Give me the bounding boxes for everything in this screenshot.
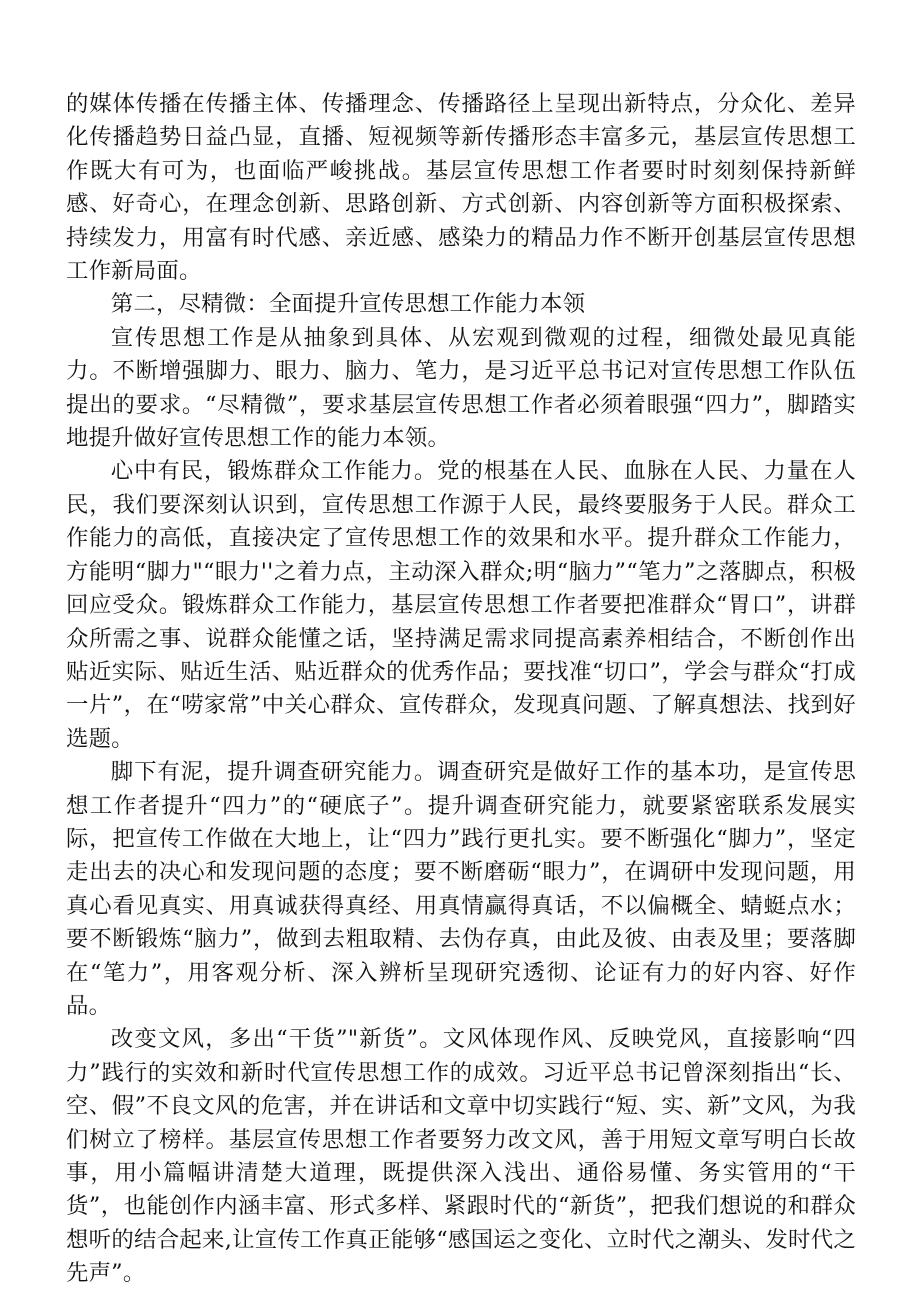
paragraph-continuation: 的媒体传播在传播主体、传播理念、传播路径上呈现出新特点，分众化、差异化传播趋势日益凸显，直播、短视频等新传播形态丰富多元，基层宣传思想工作既大有可为，也面临严峻挑战。基层宣传思想工作者要时时刻刻保持新鲜感、好奇心，在理念创新、思路创新、方式创新、内容创新等方面积极探索、持续发力，用富有时代感、亲近感、感染力的精品力作不断开创基层宣传思想工作新局面。	[66, 91, 856, 285]
paragraph-mass-work: 心中有民，锻炼群众工作能力。党的根基在人民、血脉在人民、力量在人民，我们要深刻认识到，宣传思想工作源于人民，最终要服务于人民。群众工作能力的高低，直接决定了宣传思想工作的效果和水平。提升群众工作能力，方能明“脚力"“眼力''之着力点，主动深入群众;明“脑力”“笔力”之落脚点，积极回应受众。锻炼群众工作能力，基层宣传思想工作者要把准群众“胃口”，讲群众所需之事、说群众能懂之话，坚持满足需求同提高素养相结合，不断创作出贴近实际、贴近生活、贴近群众的优秀作品；要找准“切口”，学会与群众“打成一片”，在“唠家常”中关心群众、宣传群众，发现真问题、了解真想法、找到好选题。	[66, 458, 856, 752]
paragraph-research: 脚下有泥，提升调查研究能力。调查研究是做好工作的基本功，是宣传思想工作者提升“四力”的“硬底子”。提升调查研究能力，就要紧密联系发展实际，把宣传工作做在大地上，让“四力”践行更扎实。要不断强化“脚力”，坚定走出去的决心和发现问题的态度；要不断磨砺“眼力”，在调研中发现问题，用真心看见真实、用真诚获得真经、用真情赢得真话，不以偏概全、蜻蜓点水；要不断锻炼“脑力”，做到去粗取精、去伪存真，由此及彼、由表及里；要落脚在“笔力”，用客观分析、深入辨析呈现研究透彻、论证有力的好内容、好作品。	[66, 759, 856, 1019]
document-page	[66, 88, 856, 1291]
section-heading: 第二，尽精微：全面提升宣传思想工作能力本领	[110, 291, 586, 318]
paragraph-intro: 宣传思想工作是从抽象到具体、从宏观到微观的过程，细微处最见真能力。不断增强脚力、眼力、脑力、笔力，是习近平总书记对宣传思想工作队伍提出的要求。“尽精微”，要求基层宣传思想工作者必须着眼强“四力”，脚踏实地提升做好宣传思想工作的能力本领。	[66, 324, 856, 452]
paragraph-writing-style: 改变文风，多出“干货”"新货”。文风体现作风、反映党风，直接影响“四力”践行的实效和新时代宣传思想工作的成效。习近平总书记曾深刻指出“长、空、假”不良文风的危害，并在讲话和文章中切实践行“短、实、新”文风，为我们树立了榜样。基层宣传思想工作者要努力改文风，善于用短文章写明白长故事，用小篇幅讲清楚大道理，既提供深入浅出、通俗易懂、务实管用的“干货”，也能创作内涵丰富、形式多样、紧跟时代的“新货”，把我们想说的和群众想听的结合起来,让宣传工作真正能够“感国运之变化、立时代之潮头、发时代之先声”。	[66, 1026, 856, 1287]
